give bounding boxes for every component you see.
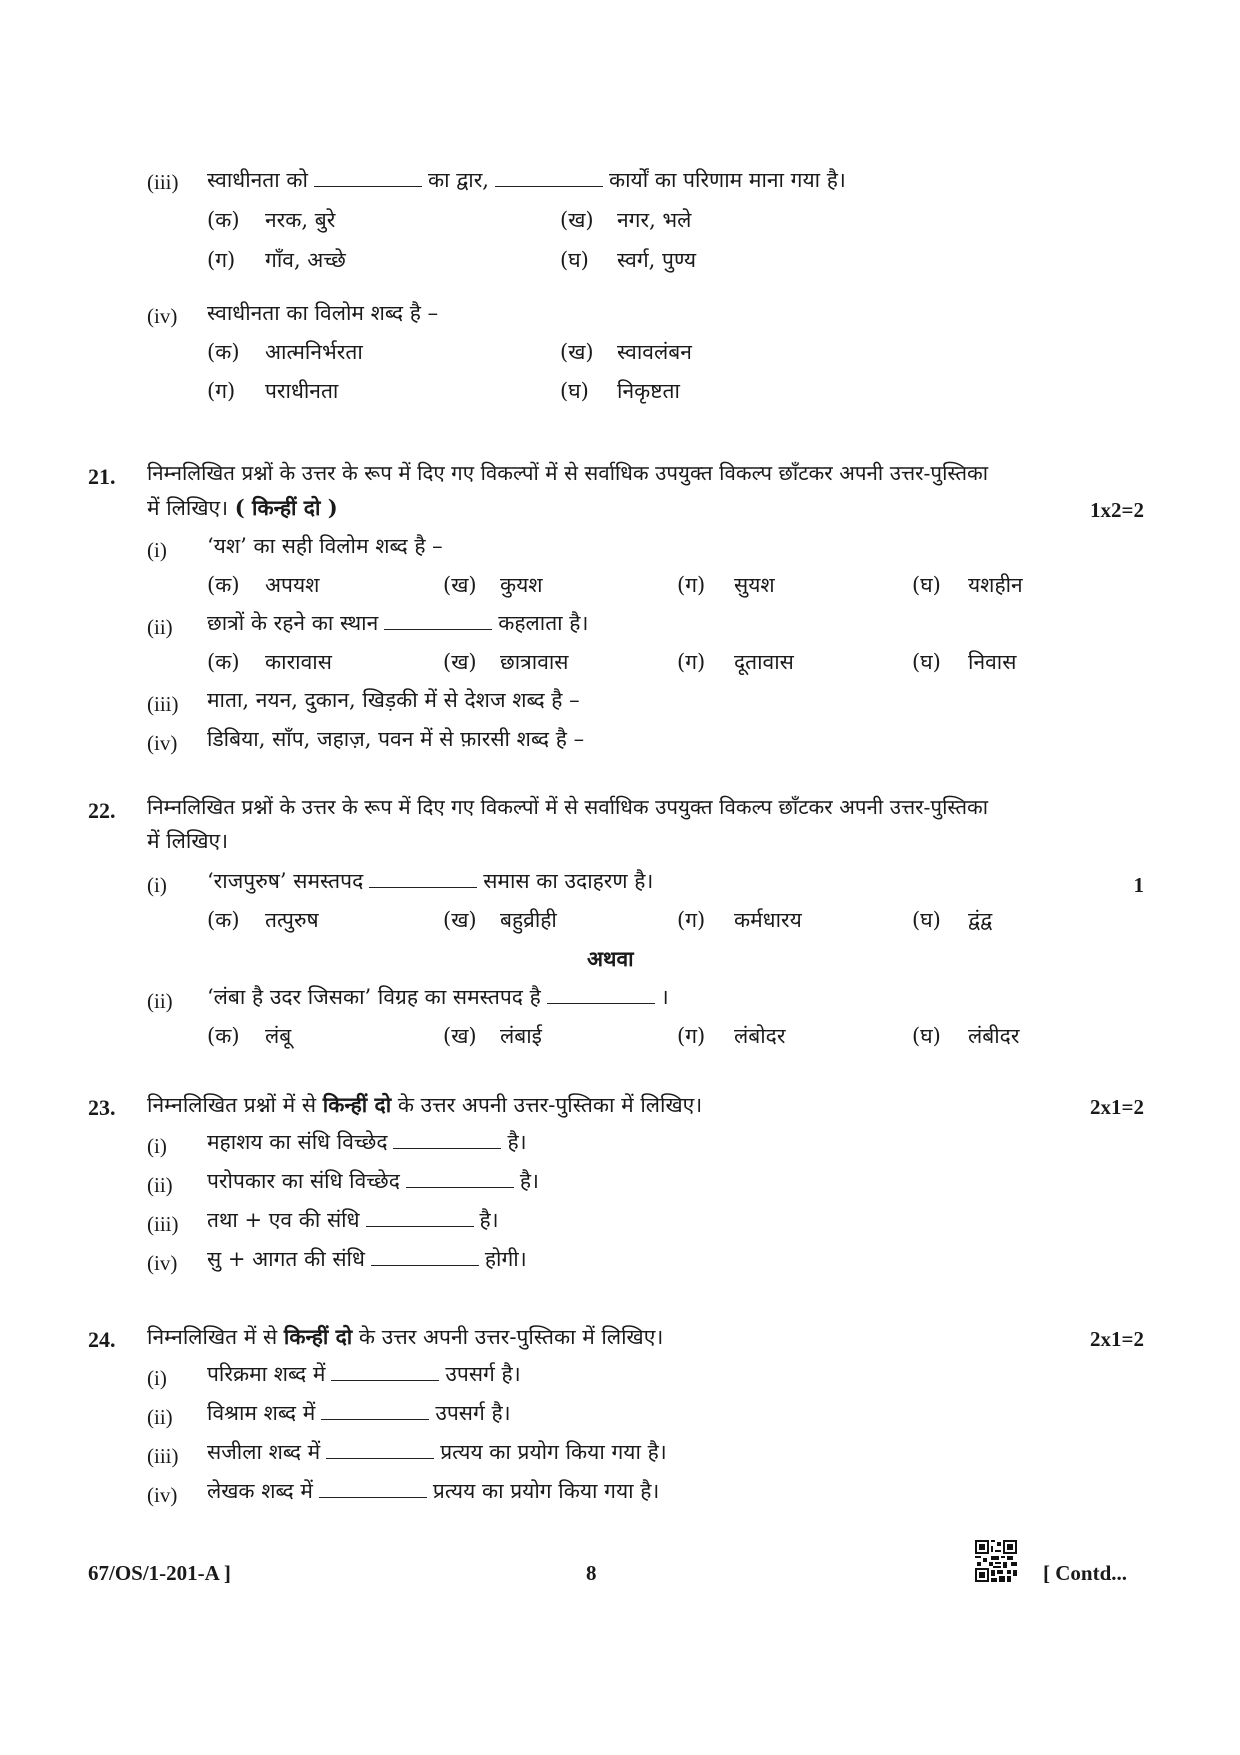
q21-iii-text: माता, नयन, दुकान, खिड़की में से देशज शब्द है –: [207, 688, 580, 712]
option-text: कुयश: [500, 573, 543, 597]
option-text: यशहीन: [968, 573, 1023, 597]
answer-blank: [369, 886, 477, 888]
q21-iv-number: (iv): [147, 731, 178, 755]
option-label: (ख): [443, 573, 477, 597]
q23-item-text: परोपकार का संधि विच्छेद है।: [207, 1169, 540, 1193]
q20-iv-number: (iv): [147, 304, 178, 328]
option-text: अपयश: [265, 573, 320, 597]
q23-item-number: (ii): [147, 1173, 173, 1197]
q24-item-number: (ii): [147, 1405, 173, 1429]
q23-item-text: सु + आगत की संधि होगी।: [207, 1247, 527, 1271]
q21-i-number: (i): [147, 538, 167, 562]
option-text: नगर, भले: [617, 208, 692, 232]
option-label: (घ): [560, 248, 589, 272]
qr-code-icon: [975, 1540, 1017, 1582]
q22-marks: 1: [1133, 873, 1144, 897]
option-text: बहुव्रीही: [500, 908, 557, 932]
option-label: (ग): [207, 379, 236, 403]
option-text: आत्मनिर्भरता: [265, 340, 363, 364]
q21-instruction: निम्नलिखित प्रश्नों के उत्तर के रूप में दिए गए विकल्पों में से सर्वाधिक उपयुक्त विकल्प छाँटकर अपनी उत्तर-पुस्तिका: [147, 461, 989, 485]
q23-item-number: (iv): [147, 1251, 178, 1275]
option-text: लंबू: [265, 1024, 292, 1048]
q23-instruction: निम्नलिखित प्रश्नों में से किन्हीं दो के उत्तर अपनी उत्तर-पुस्तिका में लिखिए।: [147, 1092, 703, 1117]
q23-marks: 2x1=2: [1090, 1095, 1144, 1119]
option-text: पराधीनता: [265, 379, 339, 403]
q23-item-text: तथा + एव की संधि है।: [207, 1208, 499, 1232]
q21-marks: 1x2=2: [1090, 498, 1144, 522]
answer-blank: [384, 628, 492, 630]
option-label: (ख): [443, 650, 477, 674]
page-number: 8: [586, 1561, 597, 1585]
q23-item-number: (iii): [147, 1212, 179, 1236]
option-text: दूतावास: [734, 650, 794, 674]
option-text: निकृष्टता: [617, 379, 680, 403]
q24-instruction: निम्नलिखित में से किन्हीं दो के उत्तर अपनी उत्तर-पुस्तिका में लिखिए।: [147, 1324, 664, 1349]
option-text: सुयश: [734, 573, 775, 597]
option-label: (ग): [207, 248, 236, 272]
or-separator: अथवा: [587, 946, 634, 971]
question-number-21: 21.: [88, 464, 116, 489]
option-text: द्वंद्व: [968, 908, 993, 932]
question-number-24: 24.: [88, 1327, 116, 1352]
q24-item-text: विश्राम शब्द में उपसर्ग है।: [207, 1401, 511, 1425]
option-label: (क): [207, 573, 240, 597]
option-label: (ग): [677, 650, 706, 674]
q23-item-text: महाशय का संधि विच्छेद है।: [207, 1130, 527, 1154]
option-text: लंबीदर: [968, 1024, 1020, 1048]
answer-blank: [326, 1457, 434, 1459]
option-label: (ख): [443, 1024, 477, 1048]
q24-marks: 2x1=2: [1090, 1327, 1144, 1351]
q24-item-text: लेखक शब्द में प्रत्यय का प्रयोग किया गया है।: [207, 1479, 660, 1503]
option-label: (घ): [912, 908, 941, 932]
answer-blank: [371, 1264, 479, 1266]
q24-item-text: परिक्रमा शब्द में उपसर्ग है।: [207, 1362, 521, 1386]
option-label: (ग): [677, 908, 706, 932]
q21-instruction-2: में लिखिए। ( किन्हीं दो ): [147, 495, 338, 520]
option-label: (ख): [560, 340, 594, 364]
option-label: (घ): [912, 1024, 941, 1048]
q22-ii-number: (ii): [147, 989, 173, 1013]
answer-blank: [547, 1002, 655, 1004]
q23-item-number: (i): [147, 1134, 167, 1158]
option-text: लंबाई: [500, 1024, 542, 1048]
q24-item-number: (i): [147, 1366, 167, 1390]
option-text: निवास: [968, 650, 1017, 674]
q24-item-text: सजीला शब्द में प्रत्यय का प्रयोग किया गया है।: [207, 1440, 667, 1464]
option-label: (घ): [912, 650, 941, 674]
option-label: (घ): [912, 573, 941, 597]
option-text: स्वर्ग, पुण्य: [617, 248, 697, 272]
question-number-22: 22.: [88, 798, 116, 823]
q20-iii-text: स्वाधीनता को का द्वार, कार्यों का परिणाम माना गया है।: [207, 168, 846, 192]
q24-item-number: (iii): [147, 1444, 179, 1468]
answer-blank: [393, 1147, 501, 1149]
option-label: (क): [207, 908, 240, 932]
option-text: गाँव, अच्छे: [265, 248, 346, 272]
option-label: (क): [207, 650, 240, 674]
answer-blank: [366, 1225, 474, 1227]
answer-blank: [319, 1496, 427, 1498]
option-text: कारावास: [265, 650, 332, 674]
option-label: (ख): [560, 208, 594, 232]
option-label: (घ): [560, 379, 589, 403]
option-text: कर्मधारय: [734, 908, 802, 932]
option-text: नरक, बुरे: [265, 208, 336, 232]
option-label: (ग): [677, 573, 706, 597]
option-label: (ख): [443, 908, 477, 932]
q22-ii-text: ‘लंबा है उदर जिसका’ विग्रह का समस्तपद है ।: [207, 985, 669, 1009]
q22-i-number: (i): [147, 873, 167, 897]
q22-instruction: निम्नलिखित प्रश्नों के उत्तर के रूप में दिए गए विकल्पों में से सर्वाधिक उपयुक्त विकल्प छाँटकर अपनी उत्तर-पुस्तिका: [147, 795, 989, 819]
q22-instruction-2: में लिखिए।: [147, 829, 229, 853]
paper-code: 67/OS/1-201-A ]: [88, 1561, 231, 1585]
q21-iii-number: (iii): [147, 692, 179, 716]
q21-iv-text: डिबिया, साँप, जहाज़, पवन में से फ़ारसी शब्द है –: [207, 727, 585, 751]
option-label: (क): [207, 340, 240, 364]
answer-blank: [331, 1379, 439, 1381]
option-label: (ग): [677, 1024, 706, 1048]
answer-blank: [495, 185, 603, 187]
answer-blank: [314, 185, 422, 187]
answer-blank: [321, 1418, 429, 1420]
option-text: स्वावलंबन: [617, 340, 692, 364]
q21-ii-number: (ii): [147, 615, 173, 639]
q22-i-text: ‘राजपुरुष’ समस्तपद समास का उदाहरण है।: [207, 869, 654, 893]
q20-iv-text: स्वाधीनता का विलोम शब्द है –: [207, 301, 439, 325]
question-number-23: 23.: [88, 1095, 116, 1120]
continued-marker: [ Contd...: [1043, 1561, 1128, 1585]
q24-item-number: (iv): [147, 1483, 178, 1507]
q20-iii-number: (iii): [147, 170, 179, 194]
q21-ii-text: छात्रों के रहने का स्थान कहलाता है।: [207, 611, 589, 635]
q21-i-text: ‘यश’ का सही विलोम शब्द है –: [207, 534, 443, 558]
option-text: तत्पुरुष: [265, 908, 319, 932]
option-text: छात्रावास: [500, 650, 569, 674]
option-label: (क): [207, 208, 240, 232]
option-label: (क): [207, 1024, 240, 1048]
option-text: लंबोदर: [734, 1024, 786, 1048]
answer-blank: [406, 1186, 514, 1188]
